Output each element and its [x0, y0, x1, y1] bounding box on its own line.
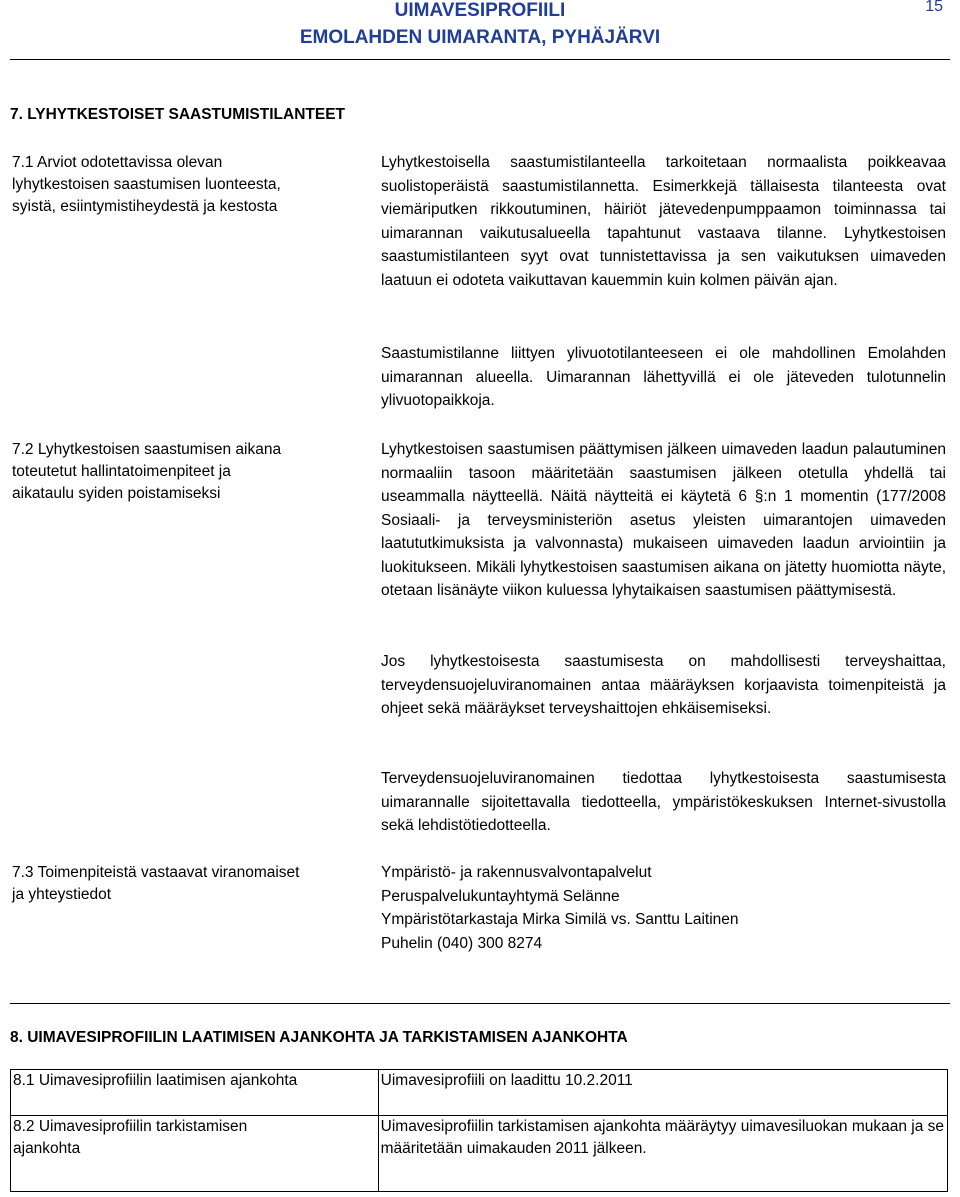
- row-7-2-paragraph-3: Terveydensuojeluviranomainen tiedottaa lyhytkestoisesta saastumisesta uimarannalle sijoitettavalla tiedotteella, ympäristökeskuksen Internet-sivustolla sekä lehdistötiedotteella.: [381, 770, 946, 834]
- section-8-heading: 8. UIMAVESIPROFIILIN LAATIMISEN AJANKOHTA JA TARKISTAMISEN AJANKOHTA: [10, 1029, 628, 1046]
- row-8-2-value: Uimavesiprofiilin tarkistamisen ajankohta määräytyy uimavesiluokan mukaan ja se määritetään uimakauden 2011 jälkeen.: [378, 1116, 947, 1192]
- contact-line: Ympäristö- ja rakennusvalvontapalvelut: [381, 864, 652, 881]
- row-8-1-label: 8.1 Uimavesiprofiilin laatimisen ajankohta: [11, 1070, 379, 1116]
- row-7-2-label: 7.2 Lyhytkestoisen saastumisen aikana toteutetut hallintatoimenpiteet ja aikataulu syiden poistamiseksi: [12, 441, 282, 502]
- row-8-1-value: Uimavesiprofiili on laadittu 10.2.2011: [378, 1070, 947, 1116]
- contact-line: Peruspalvelukuntayhtymä Selänne: [381, 887, 620, 905]
- row-7-1-paragraph-2: Saastumistilanne liittyen ylivuototilanteeseen ei ole mahdollinen Emolahden uimarannan alueella. Uimarannan lähettyvillä ei ole jäteveden tulotunnelin ylivuotopaikkoja.: [381, 345, 946, 409]
- row-7-3-label: 7.3 Toimenpiteistä vastaavat viranomaiset ja yhteystiedot: [12, 864, 300, 903]
- contact-line: Ympäristötarkastaja Mirka Similä vs. Santtu Laitinen: [381, 911, 739, 928]
- contact-line: Puhelin (040) 300 8274: [381, 934, 543, 952]
- row-7-2-paragraph-1: Lyhytkestoisen saastumisen päättymisen jälkeen uimaveden laadun palautuminen normaaliin tasoon määritetään saastumisen jälkeen otetulla yhdellä tai useammalla näytteellä. Näitä näytteitä ei käytetä 6 §:n 1 momentin (177/2008 Sosiaali- ja terveysministeriön asetus yleisten uimarantojen uimaveden laatututkimuksista ja valvonnasta) mukaiseen uimaveden laadun arviointiin ja luokitukseen. Mikäli lyhytkestoisen saastumisen aikana on jätetty huomiotta näyte, otetaan lisänäyte viikon kuluessa lyhytaikaisen saastumisen päättymisestä.: [381, 441, 946, 599]
- dates-table: [10, 1069, 948, 1192]
- page-number: 15: [925, 0, 943, 15]
- table-row: [11, 1116, 948, 1192]
- header-rule: [10, 59, 950, 60]
- row-7-3-contacts: [381, 861, 946, 955]
- row-8-2-label: 8.2 Uimavesiprofiilin tarkistamisen ajankohta: [11, 1116, 379, 1192]
- table-row: [11, 1070, 948, 1116]
- row-7-2-paragraph-2: Jos lyhytkestoisesta saastumisesta on mahdollisesti terveyshaittaa, terveydensuojeluviranomainen antaa määräyksen korjaavista toimenpiteistä ja ohjeet sekä määräykset terveyshaittojen ehkäisemiseksi.: [381, 653, 946, 717]
- section-7-heading: 7. LYHYTKESTOISET SAASTUMISTILANTEET: [10, 106, 346, 123]
- section-rule: [10, 1003, 950, 1004]
- row-7-1-paragraph-1: Lyhytkestoisella saastumistilanteella tarkoitetaan normaalista poikkeavaa suolistoperäistä saastumistilannetta. Esimerkkejä tällaisesta tilanteesta ovat viemäriputken rikkoutuminen, häiriöt jätevedenpumppaamon toiminnassa tai uimarannan vaikutusalueella tapahtunut vastaava tilanne. Lyhytkestoisen saastumistilanteen syyt ovat tunnistettavissa ja sen vaikutuksen uimaveden laatuun ei odoteta vaikuttavan kauemmin kuin kolmen päivän ajan.: [381, 154, 946, 289]
- header-title-line2: EMOLAHDEN UIMARANTA, PYHÄJÄRVI: [299, 27, 661, 48]
- row-7-1-label: 7.1 Arviot odotettavissa olevan lyhytkestoisen saastumisen luonteesta, syistä, esiintymistiheydestä ja kestosta: [12, 154, 281, 215]
- header-title-line1: UIMAVESIPROFIILI: [394, 0, 566, 21]
